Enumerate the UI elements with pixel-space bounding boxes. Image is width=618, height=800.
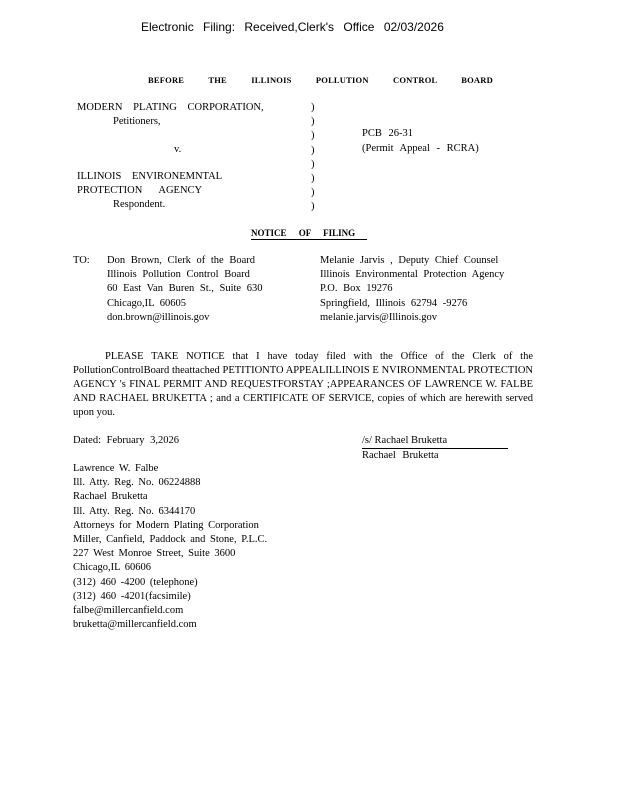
attorney-line: (312) 460 -4201(facsimile) [73, 590, 191, 602]
recipient-email: don.brown@illinois.gov [107, 311, 210, 323]
respondent-line2: PROTECTION AGENCY [77, 185, 203, 196]
caption-parentheses [311, 101, 315, 215]
recipient-block-board [107, 254, 262, 325]
paren: ) [311, 116, 315, 128]
signature-name: Rachael Bruketta [362, 450, 439, 461]
paren: ) [311, 158, 315, 170]
attorney-line: (312) 460 -4200 (telephone) [73, 576, 198, 588]
paren: ) [311, 102, 315, 113]
recipient-line: 60 East Van Buren St., Suite 630 [107, 283, 263, 295]
petitioner-role: Petitioners, [113, 116, 161, 127]
attorney-block [73, 462, 267, 632]
case-type: (Permit Appeal - RCRA) [362, 143, 479, 154]
attorney-line: Ill. Atty. Reg. No. 06224888 [73, 477, 201, 489]
paren: ) [311, 187, 315, 199]
recipient-line: Illinois Environmental Protection Agency [320, 269, 505, 281]
recipient-email: melanie.jarvis@Illinois.gov [320, 311, 437, 323]
recipient-block-agency [320, 254, 504, 325]
attorney-line: Rachael Bruketta [73, 491, 148, 503]
attorney-line: 227 West Monroe Street, Suite 3600 [73, 548, 236, 560]
dated-line: Dated: February 3,2026 [73, 435, 180, 446]
attorney-email: bruketta@millercanfield.com [73, 619, 197, 631]
respondent-role: Respondent. [113, 199, 166, 210]
petitioner-name: MODERN PLATING CORPORATION, [77, 102, 264, 113]
signature-signed: /s/ Rachael Bruketta [362, 434, 508, 449]
paren: ) [311, 173, 315, 185]
notice-paragraph [73, 350, 533, 420]
recipient-line: P.O. Box 19276 [320, 283, 393, 295]
signature-line [362, 434, 508, 449]
filing-stamp: Electronic Filing: Received,Clerk's Office 02/03/2026 [141, 20, 444, 34]
paren: ) [311, 130, 315, 142]
recipient-line: Illinois Pollution Control Board [107, 269, 250, 281]
attorney-line: Chicago,IL 60606 [73, 562, 152, 574]
recipient-line: Melanie Jarvis , Deputy Chief Counsel [320, 255, 499, 266]
to-label: TO: [73, 255, 90, 266]
notice-paragraph-text: PLEASE TAKE NOTICE that I have today filed with the Office of the Clerk of the PollutionControlBoard theattached PETITIONTO APPEALILLINOIS E NVIRONMENTAL PROTECTION AGENCY 's FINAL PERMIT AND REQUESTFORSTAY ;APPEARANCES OF LAWRENCE W. FALBE AND RACHAEL BRUKETTA ; and a CERTIFICATE OF SERVICE, copies of which are herewith served upon you. [73, 351, 533, 418]
notice-title: NOTICE OF FILING [251, 228, 367, 240]
board-title: BEFORE THE ILLINOIS POLLUTION CONTROL BOARD [148, 75, 493, 85]
attorney-email: falbe@millercanfield.com [73, 605, 184, 617]
paren: ) [311, 144, 315, 156]
attorney-line: Lawrence W. Falbe [73, 463, 159, 474]
attorney-line: Attorneys for Modern Plating Corporation [73, 519, 259, 531]
attorney-line: Miller, Canfield, Paddock and Stone, P.L.C. [73, 534, 268, 546]
recipient-line: Chicago,IL 60605 [107, 297, 187, 309]
paren: ) [311, 201, 315, 213]
case-number: PCB 26-31 [362, 128, 413, 139]
versus: v. [174, 144, 182, 155]
respondent-line1: ILLINOIS ENVIRONEMNTAL [77, 171, 223, 182]
recipient-line: Springfield, Illinois 62794 -9276 [320, 297, 468, 309]
attorney-line: Ill. Atty. Reg. No. 6344170 [73, 505, 196, 517]
recipient-line: Don Brown, Clerk of the Board [107, 255, 255, 266]
